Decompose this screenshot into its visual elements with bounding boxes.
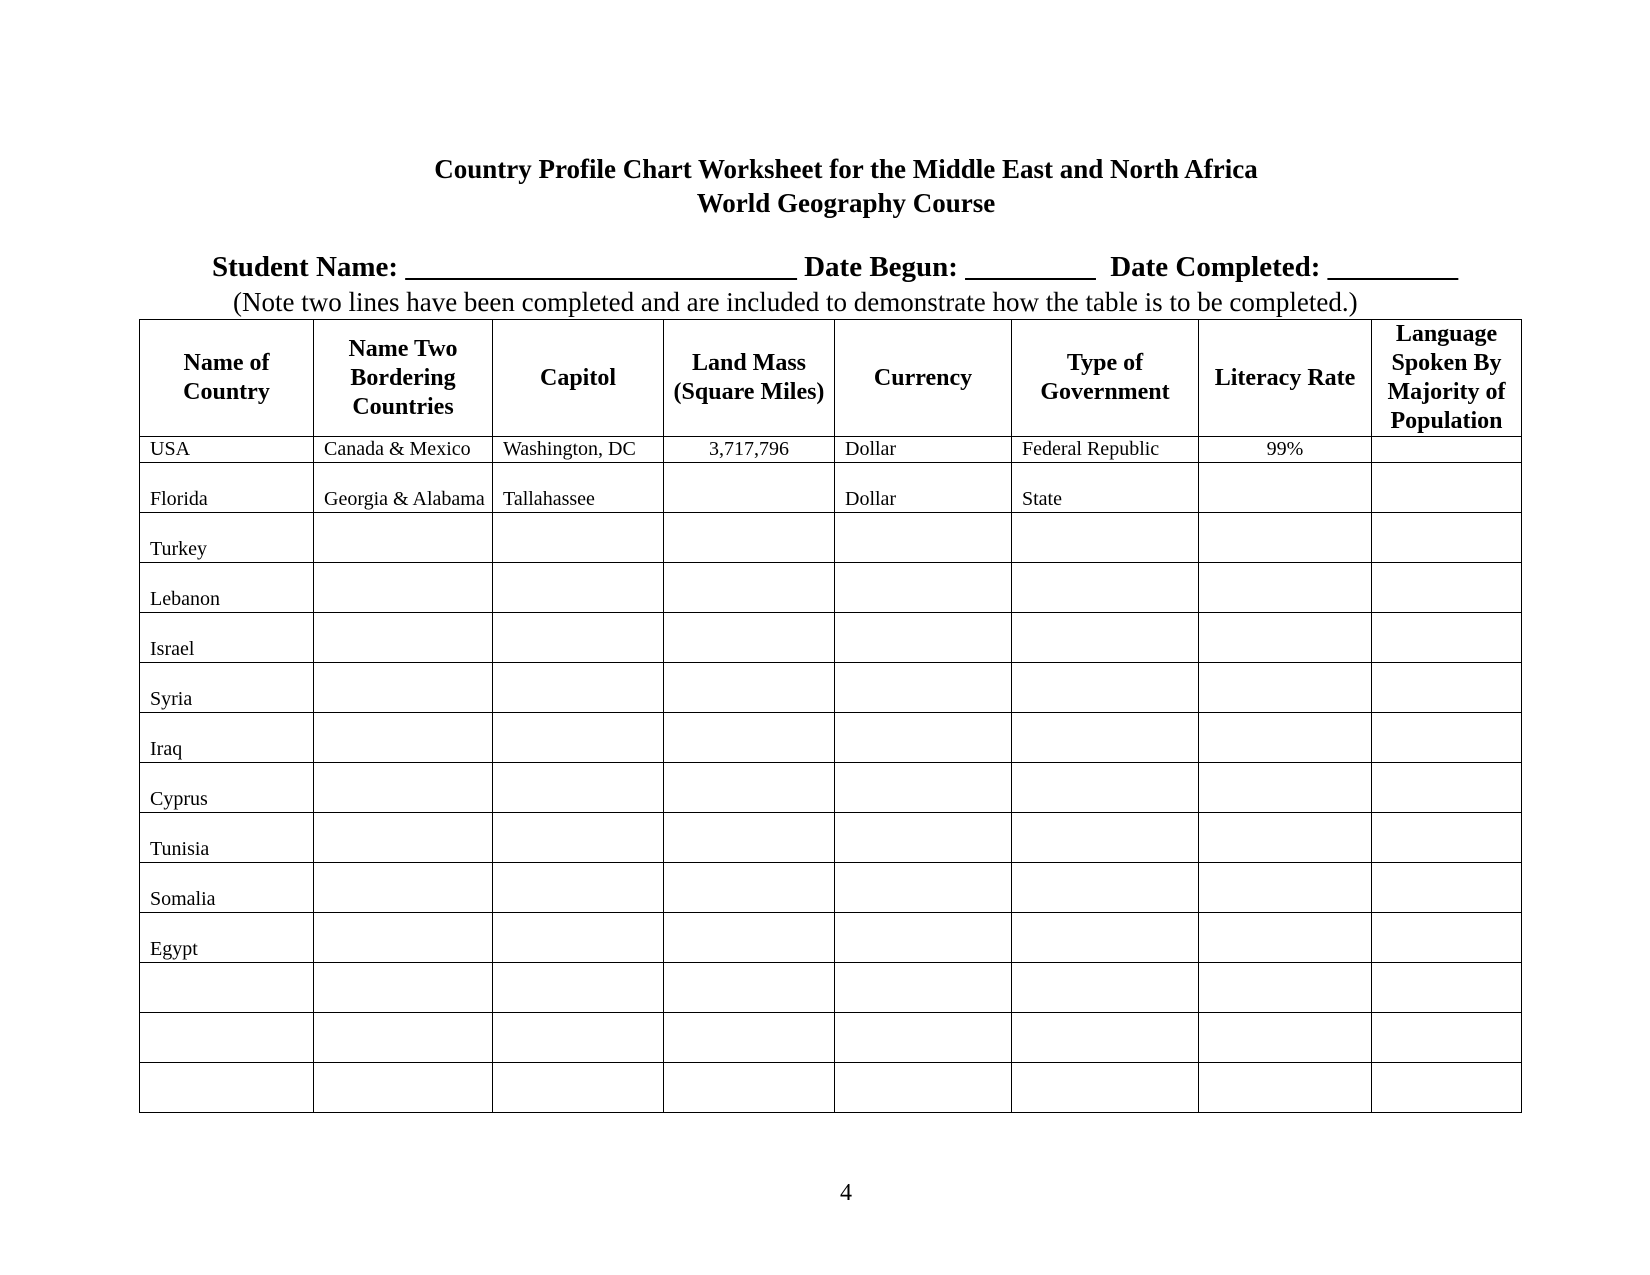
table-cell[interactable]	[1372, 913, 1522, 963]
table-cell: Somalia	[140, 863, 314, 913]
table-cell[interactable]	[835, 613, 1012, 663]
table-cell[interactable]	[1372, 763, 1522, 813]
table-cell[interactable]	[1372, 613, 1522, 663]
table-header-row	[140, 320, 1522, 437]
table-cell[interactable]	[493, 863, 664, 913]
table-cell[interactable]	[1199, 913, 1372, 963]
table-cell[interactable]: State	[1012, 463, 1199, 513]
table-cell[interactable]	[1199, 563, 1372, 613]
table-cell[interactable]	[835, 713, 1012, 763]
table-cell[interactable]	[493, 1013, 664, 1063]
table-cell: Iraq	[140, 713, 314, 763]
table-cell[interactable]	[314, 1013, 493, 1063]
table-cell[interactable]	[1372, 563, 1522, 613]
page-number: 4	[840, 1180, 852, 1206]
table-cell[interactable]	[1012, 513, 1199, 563]
course-subtitle: World Geography Course	[696, 188, 996, 218]
table-cell: USA	[140, 437, 314, 463]
table-cell: Syria	[140, 663, 314, 713]
table-cell[interactable]	[835, 813, 1012, 863]
table-cell[interactable]: Dollar	[835, 463, 1012, 513]
table-row	[140, 1013, 1522, 1063]
table-cell[interactable]	[314, 563, 493, 613]
table-cell[interactable]	[664, 613, 835, 663]
instruction-note: (Note two lines have been completed and are included to demonstrate how the table is to be completed.)	[233, 287, 1358, 317]
table-cell[interactable]	[1012, 613, 1199, 663]
table-cell[interactable]	[314, 963, 493, 1013]
table-cell[interactable]	[1372, 513, 1522, 563]
table-cell[interactable]	[664, 513, 835, 563]
table-row	[140, 613, 1522, 663]
table-cell[interactable]	[664, 1013, 835, 1063]
table-row	[140, 963, 1522, 1013]
table-row	[140, 813, 1522, 863]
table-cell[interactable]	[1372, 813, 1522, 863]
table-cell[interactable]	[1199, 1013, 1372, 1063]
table-cell[interactable]	[1199, 763, 1372, 813]
column-header: Land Mass (Square Miles)	[664, 320, 835, 437]
table-row	[140, 863, 1522, 913]
table-cell[interactable]	[835, 913, 1012, 963]
table-cell[interactable]: Canada & Mexico	[314, 437, 493, 463]
table-cell[interactable]	[1199, 1063, 1372, 1113]
table-cell: Turkey	[140, 513, 314, 563]
table-cell[interactable]	[1199, 613, 1372, 663]
column-header: Currency	[835, 320, 1012, 437]
table-cell: Lebanon	[140, 563, 314, 613]
table-cell[interactable]	[493, 963, 664, 1013]
table-cell[interactable]	[493, 613, 664, 663]
column-header: Name of Country	[140, 320, 314, 437]
table-cell[interactable]	[493, 913, 664, 963]
table-cell: Egypt	[140, 913, 314, 963]
column-header: Name Two Bordering Countries	[314, 320, 493, 437]
table-cell[interactable]: Tallahassee	[493, 463, 664, 513]
table-row	[140, 563, 1522, 613]
date-completed-field[interactable]: _________	[1327, 251, 1459, 283]
table-cell[interactable]	[314, 513, 493, 563]
table-cell[interactable]: Dollar	[835, 437, 1012, 463]
table-cell[interactable]	[1372, 963, 1522, 1013]
table-cell[interactable]	[493, 813, 664, 863]
table-cell	[140, 963, 314, 1013]
table-cell[interactable]	[664, 663, 835, 713]
table-cell: Florida	[140, 463, 314, 513]
table-cell[interactable]: 3,717,796	[664, 437, 835, 463]
date-begun-label: Date Begun:	[804, 251, 958, 283]
table-cell[interactable]	[1199, 863, 1372, 913]
table-cell[interactable]	[1372, 437, 1522, 463]
student-info-line	[212, 251, 1458, 284]
table-cell[interactable]	[835, 563, 1012, 613]
table-row	[140, 1063, 1522, 1113]
table-cell[interactable]	[664, 1063, 835, 1113]
country-profile-table	[139, 319, 1522, 1113]
table-cell: Cyprus	[140, 763, 314, 813]
table-cell[interactable]	[493, 513, 664, 563]
table-row	[140, 437, 1522, 463]
table-cell[interactable]	[314, 1063, 493, 1113]
student-name-label: Student Name:	[212, 251, 399, 283]
table-cell	[140, 1013, 314, 1063]
table-cell[interactable]	[664, 563, 835, 613]
table-cell[interactable]	[664, 913, 835, 963]
table-cell[interactable]	[1199, 713, 1372, 763]
table-cell[interactable]: Washington, DC	[493, 437, 664, 463]
table-cell[interactable]	[664, 713, 835, 763]
table-row	[140, 913, 1522, 963]
table-cell[interactable]	[1012, 563, 1199, 613]
column-header: Type of Government	[1012, 320, 1199, 437]
table-cell[interactable]	[1372, 863, 1522, 913]
table-cell[interactable]	[314, 763, 493, 813]
table-cell[interactable]	[664, 813, 835, 863]
table-cell	[140, 1063, 314, 1113]
table-cell[interactable]	[1372, 463, 1522, 513]
table-row	[140, 713, 1522, 763]
table-cell[interactable]	[1012, 1013, 1199, 1063]
table-cell[interactable]	[314, 713, 493, 763]
table-cell[interactable]: Federal Republic	[1012, 437, 1199, 463]
student-name-field[interactable]: ___________________________	[405, 251, 797, 283]
table-row	[140, 513, 1522, 563]
table-cell[interactable]	[835, 763, 1012, 813]
table-cell[interactable]	[835, 513, 1012, 563]
table-cell[interactable]	[835, 663, 1012, 713]
table-cell[interactable]	[314, 663, 493, 713]
column-header: Language Spoken By Majority of Population	[1372, 320, 1522, 437]
table-cell[interactable]	[664, 763, 835, 813]
table-cell[interactable]	[1012, 813, 1199, 863]
table-cell: Israel	[140, 613, 314, 663]
table-cell[interactable]	[1372, 1063, 1522, 1113]
table-cell[interactable]	[664, 863, 835, 913]
date-begun-field[interactable]: _________	[965, 251, 1096, 283]
table-row	[140, 663, 1522, 713]
table-cell[interactable]	[1012, 713, 1199, 763]
table-cell[interactable]: Georgia & Alabama	[314, 463, 493, 513]
table-cell[interactable]	[1372, 713, 1522, 763]
table-cell[interactable]	[493, 763, 664, 813]
table-cell[interactable]	[314, 813, 493, 863]
table-cell[interactable]	[1012, 763, 1199, 813]
table-cell[interactable]	[664, 463, 835, 513]
table-cell[interactable]	[314, 613, 493, 663]
table-cell[interactable]	[835, 1013, 1012, 1063]
table-cell[interactable]	[664, 963, 835, 1013]
table-cell[interactable]	[493, 713, 664, 763]
table-cell[interactable]: 99%	[1199, 437, 1372, 463]
table-cell[interactable]	[493, 563, 664, 613]
table-cell[interactable]	[493, 1063, 664, 1113]
table-cell[interactable]	[1199, 813, 1372, 863]
date-completed-label: Date Completed:	[1110, 251, 1321, 283]
table-cell[interactable]	[835, 963, 1012, 1013]
table-cell[interactable]	[314, 863, 493, 913]
table-body	[140, 437, 1522, 1113]
table-cell[interactable]	[1012, 913, 1199, 963]
table-cell[interactable]	[1199, 463, 1372, 513]
table-cell: Tunisia	[140, 813, 314, 863]
worksheet-title: Country Profile Chart Worksheet for the Middle East and North Africa	[434, 154, 1258, 184]
column-header: Capitol	[493, 320, 664, 437]
table-cell[interactable]	[1012, 863, 1199, 913]
table-cell[interactable]	[1199, 963, 1372, 1013]
table-cell[interactable]	[835, 1063, 1012, 1113]
table-cell[interactable]	[1199, 513, 1372, 563]
table-cell[interactable]	[1012, 963, 1199, 1013]
table-cell[interactable]	[1372, 663, 1522, 713]
table-row	[140, 463, 1522, 513]
table-cell[interactable]	[1012, 1063, 1199, 1113]
column-header: Literacy Rate	[1199, 320, 1372, 437]
table-cell[interactable]	[835, 863, 1012, 913]
table-cell[interactable]	[493, 663, 664, 713]
table-row	[140, 763, 1522, 813]
table-cell[interactable]	[1199, 663, 1372, 713]
table-cell[interactable]	[1012, 663, 1199, 713]
table-cell[interactable]	[314, 913, 493, 963]
table-cell[interactable]	[1372, 1013, 1522, 1063]
